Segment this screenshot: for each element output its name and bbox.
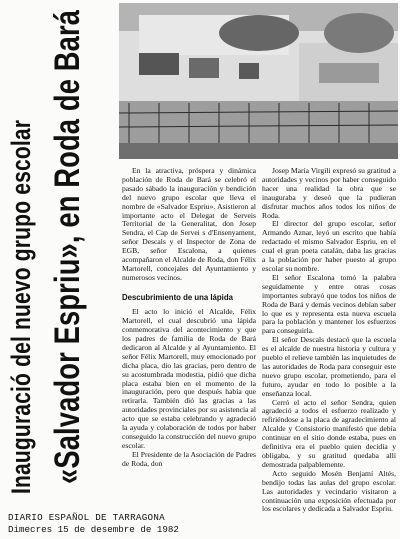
article-column-2	[262, 167, 396, 514]
article-paragraph: En la atractiva, próspera y dinámica población de Roda de Bará se celebró el pasado sábado la inauguración y bendición del nuevo grupo escolar que lleva el nombre de «Salvador Espriu». Asistieron al importante acto el Delegat de Serveis Territorial de la Generalitat, don Josep Sendra, el Cap de Servei s d'Ensenyament, señor Descals y el Inspector de Zona de EGB, señor Escalona, a quienes acompañaron el Alcalde de Roda, don Félix Martorell, concejales del Ayuntamiento y numerosos vecinos.	[122, 166, 256, 282]
headline-line-2: «Salvador Espriu», en Roda de Bará	[48, 9, 87, 485]
article-subheading: Descubrimiento de una lápida	[122, 292, 233, 302]
article-paragraph: El Presidente de la Asociación de Padres de Roda, don	[122, 449, 256, 468]
newspaper-name: DIARIO ESPAÑOL DE TARRAGONA	[8, 512, 165, 523]
article-paragraph: Acto seguido Mosén Benjamí Altés, bendijo todas las aulas del grupo escolar. Las autoridades y vecindario visitaron a continuación una exposición efectuada por los escolares y dedicada a Salvador Espriu.	[262, 468, 396, 514]
headline-line-1: Inauguració del nuevo grupo escolar	[6, 119, 36, 495]
article-column-1	[122, 167, 256, 469]
publication-date: Dimecres 15 de desembre de 1982	[8, 524, 179, 535]
article-paragraph: El director del grupo escolar, señor Armando Aznar, leyó un escrito que había redactado el mismo Salvador Espriu, en el cual el gran poeta catalán, daba las gracias a la población por haber puesto al grupo escolar su nombre.	[262, 219, 396, 273]
article-paragraph: Josep María Virgili expresó su gratitud a autoridades y vecinos por haber conseguido hacer una realidad la obra que se inauguraba y deseó que la pudieran disfrutar muchos años todos los niños de Roda.	[262, 166, 396, 220]
article-paragraph: Cerró el acto el señor Sendra, quien agradeció a todos el esfuerzo realizado y refiriéndose a la placa de agradecimiento al Alcalde y Consistorio manifestó que debía continuar en el sitio donde estaba, pues en definitiva era el pueblo quien decidía y obligaba, y su gratitud quedaba allí demostrada palpablemente.	[262, 397, 396, 469]
article-paragraph: El señor Descals destacó que la escuela es el alcalde de nuestra historia y cultura y pueblo el relieve también las inquietudes de las autoridades de Roda para conseguir este nuevo grupo escolar, prometiendo, para el futuro, ayudar en todo lo posible a la enseñanza local.	[262, 335, 396, 398]
article-paragraph: El señor Escalona tomó la palabra seguidamente y entre otras cosas importantes subrayó que todos los niños de Roda de Bará y demás vecinos debían saber lo que es y representa esta nueva escuela para la población y mantener los esfuerzos para conseguirla.	[262, 272, 396, 336]
headline	[0, 0, 120, 495]
school-building-photo	[119, 3, 398, 159]
article-paragraph: El acto lo inició el Alcalde, Félix Martorell, el cual descubrió una lápida conmemorativa del acontecimiento y que los padres de familia de Roda de Bará dedicaron al Alcalde y al Ayuntamiento. El señor Félix Martorell, muy emocionado por dicha placa, dio las gracias, pero dentro de su acostumbrada modestia, pidió que dicha placa estaba bien en el momento de la inauguración, pero que después había que retirarla. También dió las gracias a las autoridades provinciales por su asistencia al acto que se estaba celebrando y agradeció la ayuda y colaboración de todos por haber conseguido la construcción del nuevo grupo escolar.	[122, 307, 256, 450]
